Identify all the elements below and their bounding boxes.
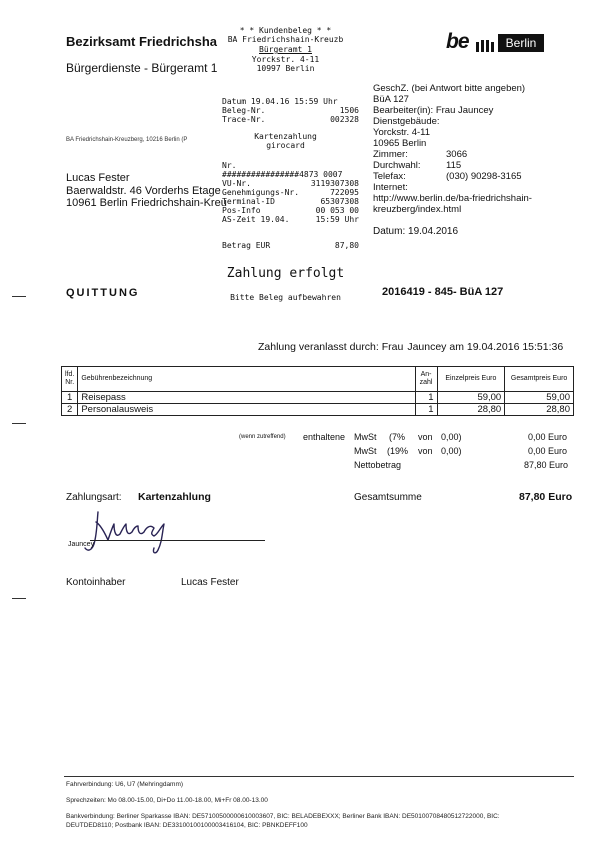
info-dienst: Dienstgebäude: bbox=[373, 116, 440, 127]
col-header-nr: lfd. Nr. bbox=[62, 367, 78, 392]
slip-address-2: Bürgeramt 1 bbox=[259, 45, 312, 54]
document-heading: QUITTUNG bbox=[66, 287, 140, 299]
slip-address-1: BA Friedrichshain-Kreuzb bbox=[227, 35, 344, 44]
slip-address-4: 10997 Berlin bbox=[256, 64, 315, 73]
payment-type-value: Kartenzahlung bbox=[138, 491, 211, 503]
logo-be-text: be bbox=[446, 30, 469, 53]
col-header-total: Gesamtpreis Euro bbox=[505, 367, 574, 392]
fold-mark bbox=[12, 296, 26, 297]
account-holder-value: Lucas Fester bbox=[181, 577, 239, 588]
slip-vu-value: 3119307308 bbox=[310, 179, 359, 188]
info-zimmer-label: Zimmer: bbox=[373, 149, 408, 160]
document-date: Datum: 19.04.2016 bbox=[373, 226, 459, 237]
slip-datum: Datum 19.04.16 15:59 Uhr bbox=[222, 97, 338, 106]
info-durchwahl-label: Durchwahl: bbox=[373, 160, 421, 171]
row-unit: 59,00 bbox=[437, 392, 505, 404]
recipient-address bbox=[66, 172, 227, 210]
info-street: Yorckstr. 4-11 bbox=[373, 127, 431, 138]
fold-mark bbox=[12, 423, 26, 424]
slip-term-label: Terminal-ID bbox=[222, 197, 275, 206]
card-receipt-slip bbox=[208, 26, 363, 308]
slip-trace-value: 002328 bbox=[330, 115, 359, 124]
slip-as-value: 15:59 Uhr bbox=[315, 215, 359, 224]
sender-line: BA Friedrichshain-Kreuzberg, 10216 Berlin (P bbox=[66, 137, 188, 143]
row-name: Personalausweis bbox=[78, 404, 415, 416]
row-nr: 1 bbox=[62, 392, 78, 404]
slip-status: Zahlung erfolgt bbox=[226, 266, 345, 281]
row-nr: 2 bbox=[62, 404, 78, 416]
slip-nr-value: ################4873 0007 bbox=[222, 170, 343, 179]
total-label: Gesamtsumme bbox=[354, 492, 422, 503]
col-header-name: Gebührenbezeichnung bbox=[78, 367, 415, 392]
slip-betrag-value: 87,80 bbox=[334, 241, 359, 250]
footer-hours: Sprechzeiten: Mo 08.00-15.00, Di+Do 11.00-18.00, Mi+Fr 08.00-13.00 bbox=[66, 797, 268, 804]
slip-as-label: AS-Zeit 19.04. bbox=[222, 215, 290, 224]
tax-von-1: von bbox=[418, 432, 433, 442]
org-title: Bezirksamt Friedrichsha bbox=[66, 34, 218, 49]
slip-pos-label: Pos-Info bbox=[222, 206, 261, 215]
account-holder-label: Kontoinhaber bbox=[66, 577, 126, 588]
signature-line bbox=[90, 540, 265, 541]
slip-address-3: Yorckstr. 4-11 bbox=[251, 55, 320, 64]
payment-type-label: Zahlungsart: bbox=[66, 492, 122, 503]
info-url-1[interactable]: http://www.berlin.de/ba-friedrichshain- bbox=[373, 193, 532, 204]
info-durchwahl-value: 115 bbox=[446, 160, 462, 171]
slip-keep: Bitte Beleg aufbewahren bbox=[230, 293, 341, 302]
slip-title: * * Kundenbeleg * * bbox=[239, 26, 332, 35]
info-internet-label: Internet: bbox=[373, 182, 408, 193]
row-total: 59,00 bbox=[505, 392, 574, 404]
table-header-row bbox=[62, 367, 574, 392]
tax-enthaltene: enthaltene bbox=[303, 432, 346, 442]
payment-initiated-by bbox=[258, 341, 567, 353]
info-city: 10965 Berlin bbox=[373, 138, 427, 149]
handwritten-signature bbox=[66, 510, 266, 560]
netto-label: Nettobetrag bbox=[354, 460, 402, 470]
info-url-2[interactable]: kreuzberg/index.html bbox=[373, 204, 462, 215]
recipient-city: 10961 Berlin Friedrichshain-Kreu bbox=[66, 197, 227, 209]
col-header-qty: An- zahl bbox=[415, 367, 437, 392]
signature-name: Jauncey bbox=[68, 541, 95, 548]
total-value: 87,80 Euro bbox=[519, 491, 573, 503]
tax-von-2: von bbox=[418, 446, 433, 456]
slip-payment-type: Kartenzahlung bbox=[254, 132, 317, 141]
info-gesch: GeschZ. (bei Antwort bitte angeben) bbox=[373, 83, 526, 94]
info-telefax-label: Telefax: bbox=[373, 171, 406, 182]
slip-card: girocard bbox=[266, 141, 305, 150]
table-row bbox=[62, 392, 574, 404]
footer-divider bbox=[64, 776, 574, 777]
tax-note: (wenn zutreffend) bbox=[239, 434, 286, 440]
slip-beleg-value: 1506 bbox=[339, 106, 359, 115]
fee-table bbox=[61, 366, 574, 416]
info-bua: BüA 127 bbox=[373, 94, 409, 105]
initiated-text: Zahlung veranlasst durch: Frau bbox=[258, 341, 404, 353]
slip-gen-label: Genehmigungs-Nr. bbox=[222, 188, 300, 197]
col-header-unit: Einzelpreis Euro bbox=[437, 367, 505, 392]
brandenburg-gate-icon bbox=[476, 38, 496, 52]
tax-rate-2: (19% bbox=[387, 446, 409, 456]
slip-gen-value: 722095 bbox=[330, 188, 359, 197]
footer-bank-1: Bankverbindung: Berliner Sparkasse IBAN: DE57100500000610003607, BIC: BELADEBEXXX; Berliner Bank IBAN: DE50100708480512722000, BIC: bbox=[66, 813, 500, 820]
slip-term-value: 65307308 bbox=[320, 197, 359, 206]
footer-transport: Fahrverbindung: U6, U7 (Mehringdamm) bbox=[66, 781, 184, 788]
recipient-street: Baerwaldstr. 46 Vorderhs Etage bbox=[66, 184, 221, 197]
fold-mark bbox=[12, 598, 26, 599]
row-unit: 28,80 bbox=[437, 404, 505, 416]
tax-base-1: 0,00) bbox=[441, 432, 462, 442]
netto-value: 87,80 Euro bbox=[524, 460, 569, 470]
slip-trace-label: Trace-Nr. bbox=[222, 115, 266, 124]
slip-pos-value: 00 053 00 bbox=[315, 206, 359, 215]
info-zimmer-value: 3066 bbox=[446, 149, 468, 160]
tax-amount-2: 0,00 Euro bbox=[528, 446, 568, 456]
tax-rate-1: (7% bbox=[389, 432, 406, 442]
tax-base-2: 0,00) bbox=[441, 446, 462, 456]
initiated-name: Jauncey am 19.04.2016 15:51:36 bbox=[407, 341, 564, 353]
row-qty: 1 bbox=[415, 392, 437, 404]
tax-amount-1: 0,00 Euro bbox=[528, 432, 568, 442]
logo-berlin-text: Berlin bbox=[498, 34, 544, 52]
row-total: 28,80 bbox=[505, 404, 574, 416]
slip-vu-label: VU-Nr. bbox=[222, 179, 251, 188]
row-qty: 1 bbox=[415, 404, 437, 416]
reference-number: 2016419 - 845- BüA 127 bbox=[382, 286, 504, 298]
slip-nr-label: Nr. bbox=[222, 161, 237, 170]
org-subtitle: Bürgerdienste - Bürgeramt 1 bbox=[66, 61, 218, 75]
slip-beleg-label: Beleg-Nr. bbox=[222, 106, 266, 115]
tax-mwst-1: MwSt bbox=[354, 432, 377, 442]
row-name: Reisepass bbox=[78, 392, 415, 404]
footer-bank-2: DEUTDED8110; Postbank IBAN: DE33100100100003416104, BIC: PBNKDEFF100 bbox=[66, 822, 308, 829]
tax-mwst-2: MwSt bbox=[354, 446, 377, 456]
recipient-name: Lucas Fester bbox=[66, 172, 130, 184]
info-telefax-value: (030) 90298-3165 bbox=[446, 171, 522, 182]
info-bearbeiter: Bearbeiter(in): Frau Jauncey bbox=[373, 105, 494, 116]
slip-betrag-label: Betrag EUR bbox=[222, 241, 271, 250]
table-row bbox=[62, 404, 574, 416]
